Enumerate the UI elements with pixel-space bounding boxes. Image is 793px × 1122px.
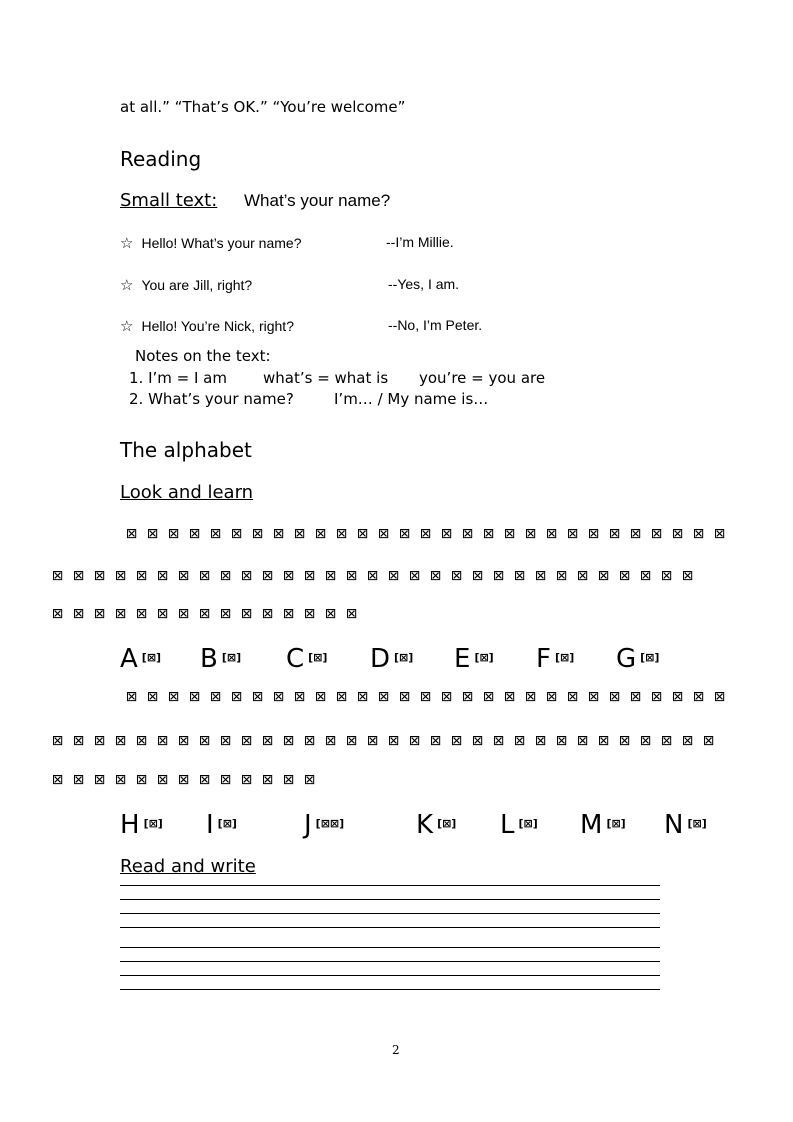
writing-line[interactable] (120, 975, 660, 976)
alphabet-letter-l (500, 809, 538, 840)
read-and-write-label: Read and write (120, 856, 256, 877)
garbled-box-icon: ⊠ (356, 526, 369, 542)
alphabet-letter-i (206, 809, 237, 840)
garbled-box-icon: ⊠ (156, 568, 169, 584)
garbled-box-icon: ⊠ (135, 772, 148, 788)
phonetic-box: [⊠] (474, 651, 494, 664)
garbled-box-icon: ⊠ (408, 733, 421, 749)
garbled-box-icon: ⊠ (387, 733, 400, 749)
garbled-box-icon: ⊠ (345, 568, 358, 584)
garbled-box-icon: ⊠ (93, 568, 106, 584)
garbled-box-icon: ⊠ (303, 772, 316, 788)
garbled-box-icon: ⊠ (293, 526, 306, 542)
garbled-box-icon: ⊠ (440, 526, 453, 542)
garbled-box-icon: ⊠ (93, 606, 106, 622)
garbled-box-icon: ⊠ (545, 689, 558, 705)
garbled-box-icon: ⊠ (713, 526, 726, 542)
garbled-box-icon: ⊠ (293, 689, 306, 705)
garbled-box-icon: ⊠ (198, 606, 211, 622)
garbled-box-icon: ⊠ (692, 689, 705, 705)
garbled-box-icon: ⊠ (639, 568, 652, 584)
garbled-box-icon: ⊠ (177, 733, 190, 749)
garbled-box-icon: ⊠ (429, 568, 442, 584)
garbled-box-icon: ⊠ (240, 733, 253, 749)
garbled-box-icon: ⊠ (167, 689, 180, 705)
garbled-box-icon: ⊠ (177, 772, 190, 788)
dialogue-answer-1: --I’m Millie. (386, 234, 454, 250)
garbled-box-icon: ⊠ (282, 772, 295, 788)
garbled-box-icon: ⊠ (156, 733, 169, 749)
garbled-box-icon: ⊠ (51, 772, 64, 788)
garbled-text-row (50, 734, 716, 749)
garbled-box-icon: ⊠ (93, 772, 106, 788)
garbled-box-icon: ⊠ (345, 606, 358, 622)
garbled-box-icon: ⊠ (366, 568, 379, 584)
garbled-box-icon: ⊠ (209, 689, 222, 705)
garbled-box-icon: ⊠ (335, 689, 348, 705)
garbled-box-icon: ⊠ (660, 733, 673, 749)
garbled-box-icon: ⊠ (419, 526, 432, 542)
garbled-box-icon: ⊠ (503, 689, 516, 705)
phonetic-box: [⊠] (141, 651, 162, 664)
garbled-box-icon: ⊠ (72, 606, 85, 622)
garbled-box-icon: ⊠ (387, 568, 400, 584)
garbled-box-icon: ⊠ (482, 526, 495, 542)
garbled-box-icon: ⊠ (156, 606, 169, 622)
garbled-box-icon: ⊠ (135, 606, 148, 622)
garbled-box-icon: ⊠ (461, 689, 474, 705)
garbled-box-icon: ⊠ (261, 772, 274, 788)
garbled-box-icon: ⊠ (324, 733, 337, 749)
garbled-box-icon: ⊠ (408, 568, 421, 584)
letter-glyph: A (120, 644, 138, 674)
alphabet-letter-j (304, 809, 344, 840)
garbled-text-row (50, 569, 695, 584)
alphabet-letter-e (454, 643, 494, 674)
writing-line[interactable] (120, 961, 660, 962)
garbled-box-icon: ⊠ (261, 606, 274, 622)
letter-glyph: M (580, 810, 603, 840)
garbled-box-icon: ⊠ (366, 733, 379, 749)
garbled-box-icon: ⊠ (576, 733, 589, 749)
garbled-box-icon: ⊠ (587, 526, 600, 542)
note-2-part-b: I’m… / My name is… (334, 390, 489, 408)
garbled-box-icon: ⊠ (576, 568, 589, 584)
notes-title: Notes on the text: (135, 347, 271, 365)
reading-heading: Reading (120, 147, 202, 171)
garbled-box-icon: ⊠ (114, 772, 127, 788)
note-2-part-a: 2. What’s your name? (129, 390, 294, 408)
phonetic-box: [⊠] (437, 817, 457, 830)
garbled-box-icon: ⊠ (503, 526, 516, 542)
garbled-box-icon: ⊠ (219, 606, 232, 622)
garbled-box-icon: ⊠ (51, 733, 64, 749)
writing-line[interactable] (120, 913, 660, 914)
garbled-text-row (50, 773, 317, 788)
writing-line[interactable] (120, 885, 660, 886)
garbled-box-icon: ⊠ (188, 526, 201, 542)
garbled-box-icon: ⊠ (461, 526, 474, 542)
writing-line[interactable] (120, 927, 660, 928)
garbled-box-icon: ⊠ (450, 733, 463, 749)
phonetic-box: [⊠⊠] (315, 817, 345, 830)
garbled-box-icon: ⊠ (587, 689, 600, 705)
garbled-box-icon: ⊠ (608, 689, 621, 705)
letter-glyph: H (120, 810, 140, 840)
garbled-box-icon: ⊠ (534, 733, 547, 749)
garbled-box-icon: ⊠ (114, 568, 127, 584)
garbled-box-icon: ⊠ (251, 689, 264, 705)
garbled-box-icon: ⊠ (597, 568, 610, 584)
garbled-box-icon: ⊠ (650, 689, 663, 705)
alphabet-letter-c (286, 643, 327, 674)
garbled-box-icon: ⊠ (681, 568, 694, 584)
garbled-box-icon: ⊠ (524, 526, 537, 542)
note-1-part-a: 1. I’m = I am (129, 369, 227, 387)
garbled-box-icon: ⊠ (282, 568, 295, 584)
garbled-box-icon: ⊠ (513, 733, 526, 749)
garbled-box-icon: ⊠ (303, 733, 316, 749)
garbled-box-icon: ⊠ (629, 526, 642, 542)
garbled-box-icon: ⊠ (114, 606, 127, 622)
garbled-box-icon: ⊠ (51, 568, 64, 584)
look-and-learn-label: Look and learn (120, 482, 254, 503)
garbled-box-icon: ⊠ (324, 568, 337, 584)
writing-line[interactable] (120, 899, 660, 900)
garbled-box-icon: ⊠ (177, 606, 190, 622)
garbled-box-icon: ⊠ (398, 689, 411, 705)
garbled-box-icon: ⊠ (618, 733, 631, 749)
garbled-box-icon: ⊠ (639, 733, 652, 749)
garbled-box-icon: ⊠ (377, 526, 390, 542)
garbled-box-icon: ⊠ (251, 526, 264, 542)
garbled-box-icon: ⊠ (398, 526, 411, 542)
star-icon: ☆ (120, 234, 134, 252)
garbled-box-icon: ⊠ (240, 568, 253, 584)
garbled-box-icon: ⊠ (240, 606, 253, 622)
letter-glyph: I (206, 810, 214, 840)
page-number: 2 (392, 1043, 400, 1057)
garbled-box-icon: ⊠ (198, 772, 211, 788)
phonetic-box: [⊠] (640, 651, 660, 664)
garbled-box-icon: ⊠ (282, 733, 295, 749)
garbled-text-row (50, 607, 359, 622)
garbled-box-icon: ⊠ (702, 733, 715, 749)
garbled-box-icon: ⊠ (555, 733, 568, 749)
garbled-box-icon: ⊠ (230, 689, 243, 705)
phonetic-box: [⊠] (687, 817, 707, 830)
garbled-box-icon: ⊠ (303, 606, 316, 622)
phonetic-box: [⊠] (221, 651, 242, 664)
garbled-box-icon: ⊠ (114, 733, 127, 749)
garbled-box-icon: ⊠ (93, 733, 106, 749)
garbled-box-icon: ⊠ (272, 689, 285, 705)
garbled-box-icon: ⊠ (146, 689, 159, 705)
garbled-text-row (124, 527, 727, 542)
star-icon: ☆ (120, 317, 134, 335)
letter-glyph: K (416, 810, 434, 840)
alphabet-letter-a (120, 643, 161, 674)
garbled-box-icon: ⊠ (314, 689, 327, 705)
garbled-box-icon: ⊠ (618, 568, 631, 584)
garbled-box-icon: ⊠ (597, 733, 610, 749)
garbled-box-icon: ⊠ (377, 689, 390, 705)
garbled-box-icon: ⊠ (146, 526, 159, 542)
garbled-box-icon: ⊠ (681, 733, 694, 749)
letter-glyph: N (664, 810, 684, 840)
letter-glyph: F (536, 644, 551, 674)
garbled-box-icon: ⊠ (419, 689, 432, 705)
garbled-box-icon: ⊠ (692, 526, 705, 542)
garbled-box-icon: ⊠ (356, 689, 369, 705)
alphabet-letter-b (200, 643, 241, 674)
letter-glyph: J (304, 810, 312, 840)
garbled-box-icon: ⊠ (492, 733, 505, 749)
alphabet-letter-f (536, 643, 574, 674)
garbled-box-icon: ⊠ (198, 733, 211, 749)
phonetic-box: [⊠] (606, 817, 626, 830)
garbled-box-icon: ⊠ (629, 689, 642, 705)
garbled-box-icon: ⊠ (429, 733, 442, 749)
garbled-box-icon: ⊠ (566, 526, 579, 542)
garbled-text-row (124, 690, 727, 705)
letter-glyph: D (370, 644, 391, 674)
garbled-box-icon: ⊠ (219, 568, 232, 584)
garbled-box-icon: ⊠ (156, 772, 169, 788)
garbled-box-icon: ⊠ (125, 689, 138, 705)
dialogue-question-1: ☆ Hello! What’s your name? (120, 234, 302, 252)
dialogue-answer-3: --No, I’m Peter. (388, 317, 483, 333)
dialogue-answer-2: --Yes, I am. (388, 276, 460, 292)
garbled-box-icon: ⊠ (440, 689, 453, 705)
garbled-box-icon: ⊠ (524, 689, 537, 705)
intro-quotes-line: at all.” “That’s OK.” “You’re welcome” (120, 98, 406, 116)
garbled-box-icon: ⊠ (261, 733, 274, 749)
alphabet-letter-m (580, 809, 626, 840)
garbled-box-icon: ⊠ (482, 689, 495, 705)
garbled-box-icon: ⊠ (261, 568, 274, 584)
alphabet-letter-d (370, 643, 413, 674)
garbled-box-icon: ⊠ (335, 526, 348, 542)
garbled-box-icon: ⊠ (471, 568, 484, 584)
dialogue-question-3: ☆ Hello! You’re Nick, right? (120, 317, 294, 335)
garbled-box-icon: ⊠ (471, 733, 484, 749)
small-text-label: Small text: (120, 190, 218, 211)
writing-line[interactable] (120, 947, 660, 948)
garbled-box-icon: ⊠ (282, 606, 295, 622)
phonetic-box: [⊠] (217, 817, 237, 830)
garbled-box-icon: ⊠ (513, 568, 526, 584)
garbled-box-icon: ⊠ (72, 733, 85, 749)
garbled-box-icon: ⊠ (188, 689, 201, 705)
garbled-box-icon: ⊠ (272, 526, 285, 542)
garbled-box-icon: ⊠ (545, 526, 558, 542)
garbled-box-icon: ⊠ (209, 526, 222, 542)
alphabet-letter-g (616, 643, 659, 674)
garbled-box-icon: ⊠ (555, 568, 568, 584)
garbled-box-icon: ⊠ (135, 733, 148, 749)
garbled-box-icon: ⊠ (125, 526, 138, 542)
garbled-box-icon: ⊠ (314, 526, 327, 542)
garbled-box-icon: ⊠ (72, 772, 85, 788)
garbled-box-icon: ⊠ (324, 606, 337, 622)
phonetic-box: [⊠] (394, 651, 414, 664)
writing-line[interactable] (120, 989, 660, 990)
garbled-box-icon: ⊠ (566, 689, 579, 705)
garbled-box-icon: ⊠ (230, 526, 243, 542)
garbled-box-icon: ⊠ (608, 526, 621, 542)
letter-glyph: E (454, 644, 471, 674)
garbled-box-icon: ⊠ (177, 568, 190, 584)
garbled-box-icon: ⊠ (219, 733, 232, 749)
note-1-part-b: what’s = what is (263, 369, 389, 387)
dialogue-question-2: ☆ You are Jill, right? (120, 276, 253, 294)
phonetic-box: [⊠] (518, 817, 538, 830)
phonetic-box: [⊠] (554, 651, 575, 664)
alphabet-letter-k (416, 809, 456, 840)
alphabet-letter-n (664, 809, 707, 840)
garbled-box-icon: ⊠ (713, 689, 726, 705)
garbled-box-icon: ⊠ (51, 606, 64, 622)
garbled-box-icon: ⊠ (219, 772, 232, 788)
small-text-title: What’s your name? (244, 191, 391, 210)
garbled-box-icon: ⊠ (450, 568, 463, 584)
alphabet-heading: The alphabet (120, 438, 252, 462)
garbled-box-icon: ⊠ (492, 568, 505, 584)
alphabet-letter-h (120, 809, 163, 840)
phonetic-box: [⊠] (308, 651, 328, 664)
phonetic-box: [⊠] (143, 817, 163, 830)
garbled-box-icon: ⊠ (671, 689, 684, 705)
letter-glyph: B (200, 644, 218, 674)
garbled-box-icon: ⊠ (167, 526, 180, 542)
letter-glyph: C (286, 644, 305, 674)
garbled-box-icon: ⊠ (650, 526, 663, 542)
garbled-box-icon: ⊠ (72, 568, 85, 584)
letter-glyph: G (616, 644, 637, 674)
garbled-box-icon: ⊠ (198, 568, 211, 584)
garbled-box-icon: ⊠ (534, 568, 547, 584)
garbled-box-icon: ⊠ (240, 772, 253, 788)
garbled-box-icon: ⊠ (345, 733, 358, 749)
garbled-box-icon: ⊠ (135, 568, 148, 584)
garbled-box-icon: ⊠ (303, 568, 316, 584)
garbled-box-icon: ⊠ (671, 526, 684, 542)
letter-glyph: L (500, 810, 515, 840)
note-1-part-c: you’re = you are (419, 369, 546, 387)
garbled-box-icon: ⊠ (660, 568, 673, 584)
star-icon: ☆ (120, 276, 134, 294)
